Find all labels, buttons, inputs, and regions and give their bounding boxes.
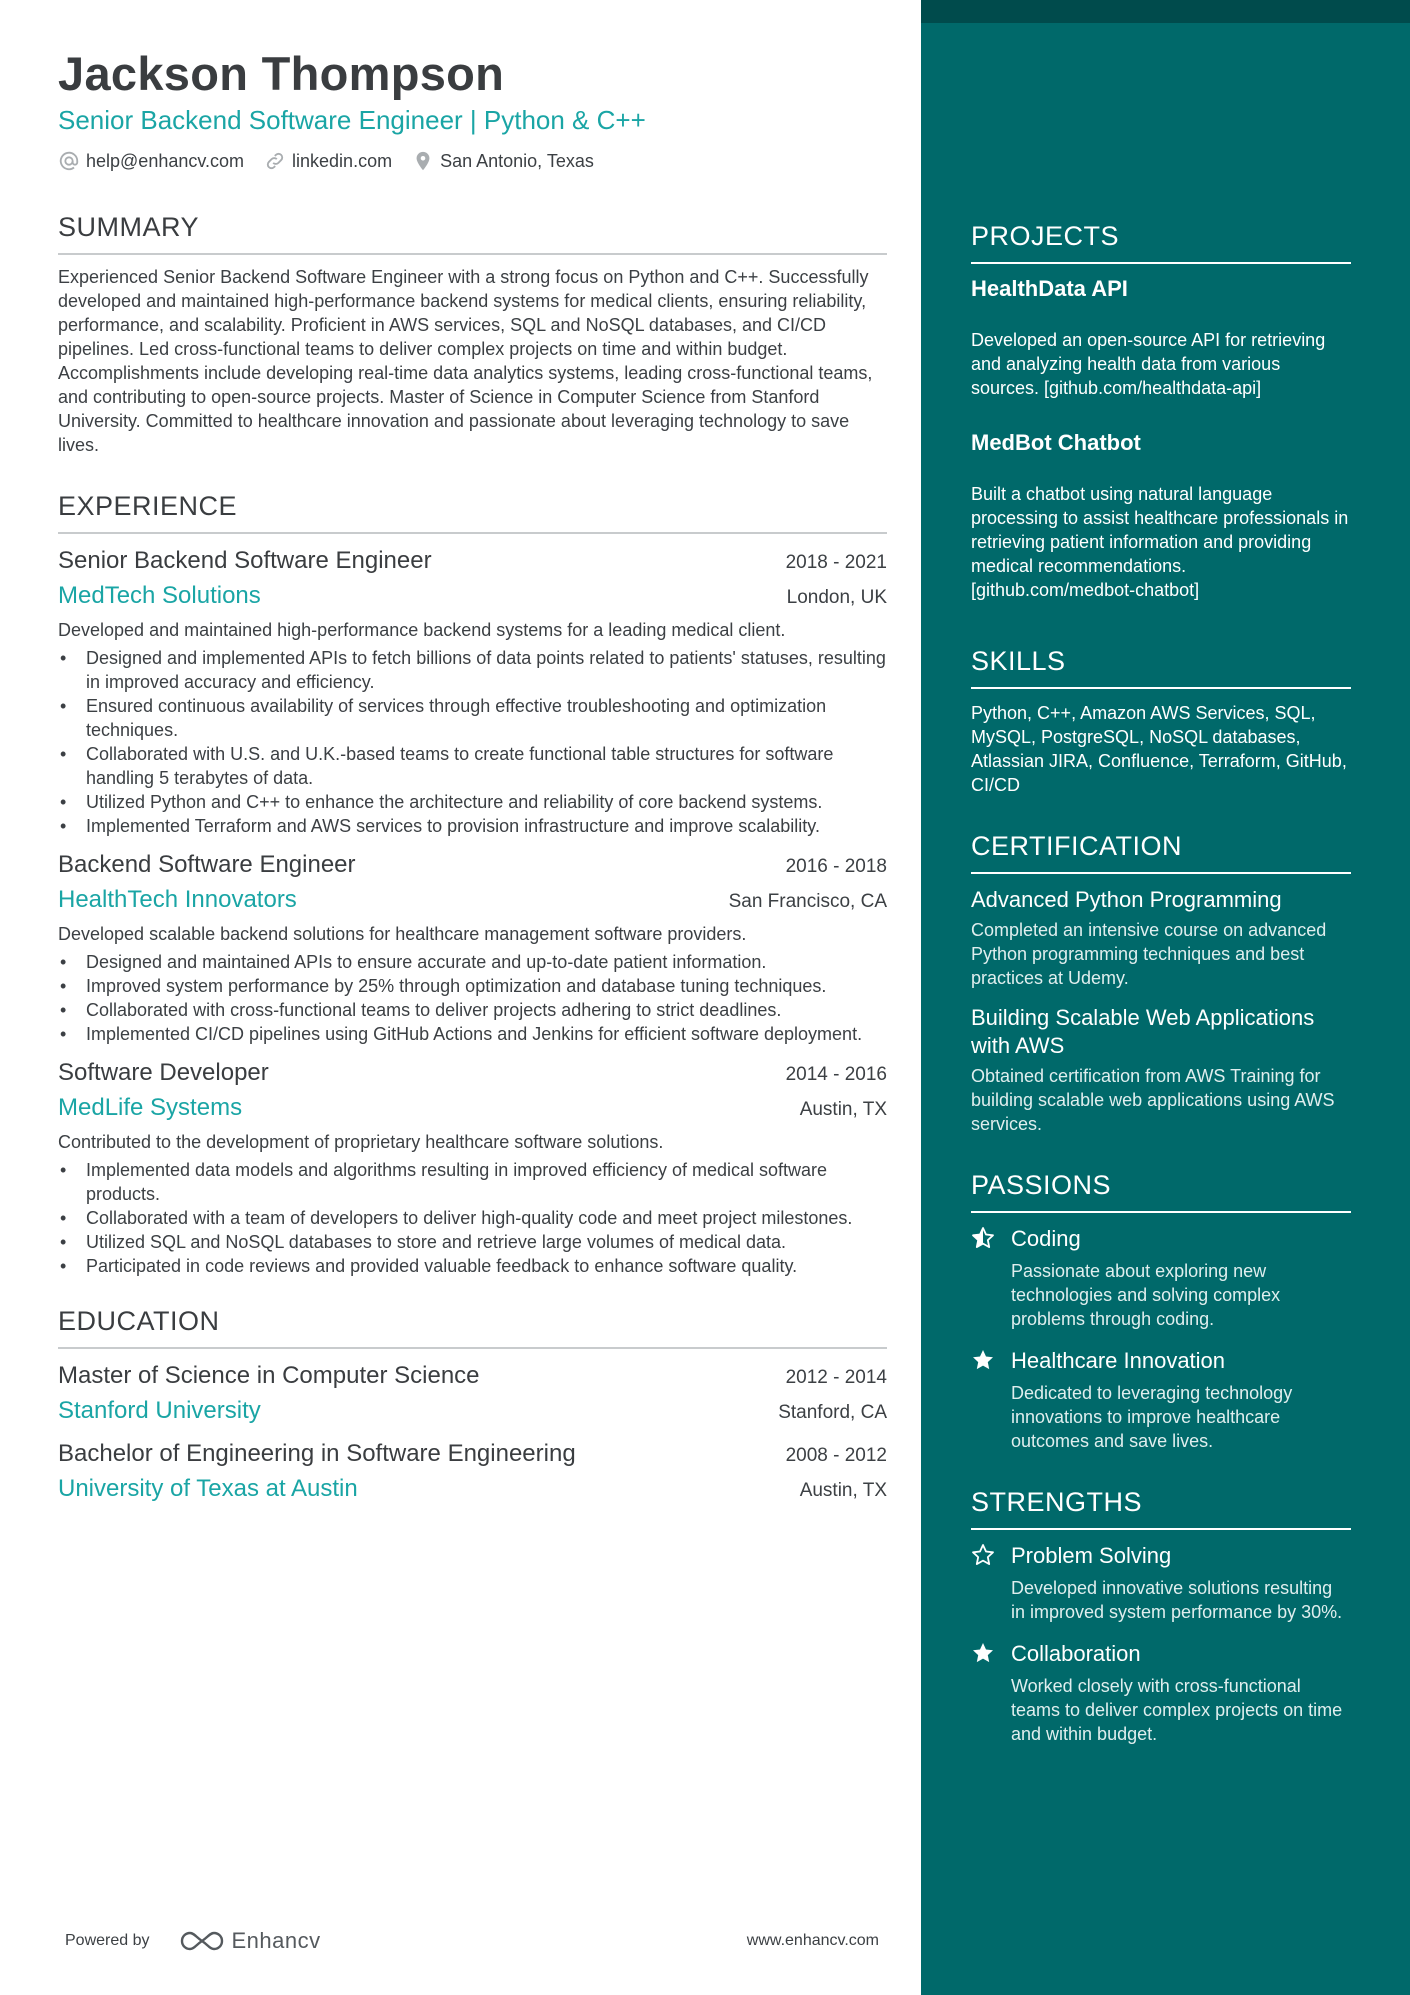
- company-name: MedTech Solutions: [58, 582, 261, 609]
- job-location: London, UK: [786, 587, 887, 608]
- enhancv-logo[interactable]: [178, 1928, 321, 1954]
- company-name: HealthTech Innovators: [58, 886, 297, 913]
- sidebar: [921, 0, 1410, 1995]
- candidate-name: Jackson Thompson: [58, 47, 505, 100]
- footer: [65, 1924, 879, 1958]
- job-title: Backend Software Engineer: [58, 851, 356, 878]
- company-name: MedLife Systems: [58, 1094, 243, 1121]
- skills-heading: SKILLS: [971, 646, 1351, 689]
- education-heading: EDUCATION: [58, 1306, 887, 1349]
- candidate-role: Senior Backend Software Engineer | Python & C++: [58, 105, 646, 135]
- bullet-item: • Designed and maintained APIs to ensure accurate and up-to-date patient information.: [58, 950, 887, 974]
- job-dates: 2016 - 2018: [785, 856, 887, 877]
- passions-heading: PASSIONS: [971, 1170, 1351, 1213]
- strength-description: Developed innovative solutions resulting in improved system performance by 30%.: [1011, 1578, 1343, 1622]
- at-icon: [58, 150, 80, 172]
- job-title: Senior Backend Software Engineer: [58, 547, 432, 574]
- passion-title: Healthcare Innovation: [1011, 1348, 1226, 1373]
- bullet-item: • Designed and implemented APIs to fetch billions of data points related to patients' statuses, resulting in improved accuracy and efficiency.: [58, 646, 887, 694]
- job-description: Contributed to the development of proprietary healthcare software solutions.: [58, 1132, 664, 1152]
- skills-text: Python, C++, Amazon AWS Services, SQL, MySQL, PostgreSQL, NoSQL databases, Atlassian JIRA, Confluence, Terraform, GitHub, CI/CD: [971, 703, 1347, 795]
- star-icon: [971, 1348, 995, 1372]
- summary-text: Experienced Senior Backend Software Engineer with a strong focus on Python and C++. Successfully developed and maintained high-performance backend systems for medical clients, ensuring reliability, performance, and scalability. Proficient in AWS services, SQL and NoSQL databases, and CI/CD pipelines. Led cross-functional teams to deliver complex projects on time and within budget. Accomplishments include developing real-time data analytics systems, leading cross-functional teams, and contributing to open-source projects. Master of Science in Computer Science from Stanford University. Committed to healthcare innovation and passionate about leveraging technology to save lives.: [58, 267, 873, 455]
- bullet-item: • Collaborated with a team of developers to deliver high-quality code and meet project milestones.: [58, 1206, 887, 1230]
- bullet-item: • Implemented Terraform and AWS services to provision infrastructure and improve scalability.: [58, 814, 887, 838]
- linkedin-text: linkedin.com: [292, 150, 393, 171]
- contact-email[interactable]: [58, 150, 244, 172]
- skills-section: [971, 646, 1351, 797]
- star-icon: [971, 1641, 995, 1665]
- contact-bar: [58, 150, 887, 172]
- passion-title: Coding: [1011, 1226, 1081, 1251]
- cert-title: Building Scalable Web Applications with AWS: [971, 1005, 1315, 1058]
- email-text: help@enhancv.com: [86, 150, 245, 171]
- bullet-item: • Improved system performance by 25% through optimization and database tuning techniques.: [58, 974, 887, 998]
- star-outline-icon: [971, 1543, 995, 1567]
- bullet-item: • Collaborated with U.S. and U.K.-based teams to create functional table structures for software handling 5 terabytes of data.: [58, 742, 887, 790]
- passion-description: Passionate about exploring new technologies and solving complex problems through coding.: [1011, 1261, 1281, 1329]
- bullet-item: • Utilized SQL and NoSQL databases to store and retrieve large volumes of medical data.: [58, 1230, 887, 1254]
- bullet-item: • Utilized Python and C++ to enhance the architecture and reliability of core backend systems.: [58, 790, 887, 814]
- link-icon: [264, 150, 286, 172]
- passions-section: [971, 1170, 1351, 1453]
- project-title: MedBot Chatbot: [971, 430, 1141, 455]
- summary-section: [58, 212, 887, 457]
- job-dates: 2014 - 2016: [785, 1064, 887, 1085]
- education-entry: [58, 1437, 887, 1507]
- job-description: Developed scalable backend solutions for healthcare management software providers.: [58, 924, 747, 944]
- footer-url[interactable]: www.enhancv.com: [746, 1932, 879, 1949]
- strength-item: [971, 1542, 1351, 1624]
- job-location: San Francisco, CA: [728, 891, 887, 912]
- certification-section: [971, 831, 1351, 1136]
- strength-description: Worked closely with cross-functional teams to deliver complex projects on time and within budget.: [1011, 1676, 1343, 1744]
- job-dates: 2018 - 2021: [785, 552, 887, 573]
- education-entry: [58, 1359, 887, 1429]
- degree-title: Master of Science in Computer Science: [58, 1362, 480, 1389]
- cert-description: Obtained certification from AWS Training for building scalable web applications using AWS services.: [971, 1066, 1335, 1134]
- strengths-section: [971, 1487, 1351, 1746]
- cert-title: Advanced Python Programming: [971, 887, 1282, 912]
- job-entry: [58, 1056, 887, 1278]
- main-column: [58, 48, 887, 1515]
- strength-title: Problem Solving: [1011, 1543, 1172, 1568]
- passion-item: [971, 1225, 1351, 1331]
- job-description: Developed and maintained high-performance backend systems for a leading medical client.: [58, 620, 786, 640]
- enhancv-logo-icon: [178, 1928, 226, 1954]
- degree-title: Bachelor of Engineering in Software Engineering: [58, 1440, 576, 1467]
- passion-description: Dedicated to leveraging technology innovations to improve healthcare outcomes and save lives.: [1011, 1383, 1293, 1451]
- passion-item: [971, 1347, 1351, 1453]
- job-entry: [58, 848, 887, 1046]
- experience-heading: EXPERIENCE: [58, 491, 887, 534]
- job-bullets: [58, 646, 887, 838]
- cert-description: Completed an intensive course on advanced Python programming techniques and best practices at Udemy.: [971, 920, 1327, 988]
- experience-section: [58, 491, 887, 1278]
- strength-item: [971, 1640, 1351, 1746]
- job-entry: [58, 544, 887, 838]
- location-pin-icon: [412, 150, 434, 172]
- school-location: Austin, TX: [799, 1480, 887, 1501]
- school-location: Stanford, CA: [778, 1402, 887, 1423]
- powered-by-label: Powered by: [65, 1932, 150, 1949]
- job-bullets: [58, 1158, 887, 1278]
- bullet-item: • Ensured continuous availability of services through effective troubleshooting and optimization techniques.: [58, 694, 887, 742]
- projects-heading: PROJECTS: [971, 221, 1351, 264]
- projects-section: [971, 221, 1351, 602]
- strengths-heading: STRENGTHS: [971, 1487, 1351, 1530]
- project-description: Built a chatbot using natural language processing to assist healthcare professionals in retrieving patient information and providing medical recommendations. [github.com/medbot-chatbot]: [971, 484, 1349, 600]
- project-title: HealthData API: [971, 276, 1128, 301]
- certification-heading: CERTIFICATION: [971, 831, 1351, 874]
- job-location: Austin, TX: [799, 1099, 887, 1120]
- location-text: San Antonio, Texas: [440, 150, 594, 171]
- bullet-item: • Collaborated with cross-functional teams to deliver projects adhering to strict deadlines.: [58, 998, 887, 1022]
- education-dates: 2008 - 2012: [785, 1445, 887, 1466]
- sidebar-top-bar: [921, 0, 1410, 23]
- bullet-item: • Implemented CI/CD pipelines using GitHub Actions and Jenkins for efficient software deployment.: [58, 1022, 887, 1046]
- half-star-icon: [971, 1226, 995, 1250]
- project-description: Developed an open-source API for retrieving and analyzing health data from various sources. [github.com/healthdata-api]: [971, 330, 1326, 398]
- school-name: University of Texas at Austin: [58, 1475, 358, 1502]
- contact-linkedin[interactable]: [264, 150, 392, 172]
- job-title: Software Developer: [58, 1059, 269, 1086]
- education-dates: 2012 - 2014: [785, 1367, 887, 1388]
- bullet-item: • Participated in code reviews and provided valuable feedback to enhance software quality.: [58, 1254, 887, 1278]
- school-name: Stanford University: [58, 1397, 261, 1424]
- contact-location: [412, 150, 594, 172]
- strength-title: Collaboration: [1011, 1641, 1141, 1666]
- enhancv-wordmark: Enhancv: [231, 1928, 321, 1953]
- bullet-item: • Implemented data models and algorithms resulting in improved efficiency of medical software products.: [58, 1158, 887, 1206]
- summary-heading: SUMMARY: [58, 212, 887, 255]
- job-bullets: [58, 950, 887, 1046]
- education-section: [58, 1306, 887, 1507]
